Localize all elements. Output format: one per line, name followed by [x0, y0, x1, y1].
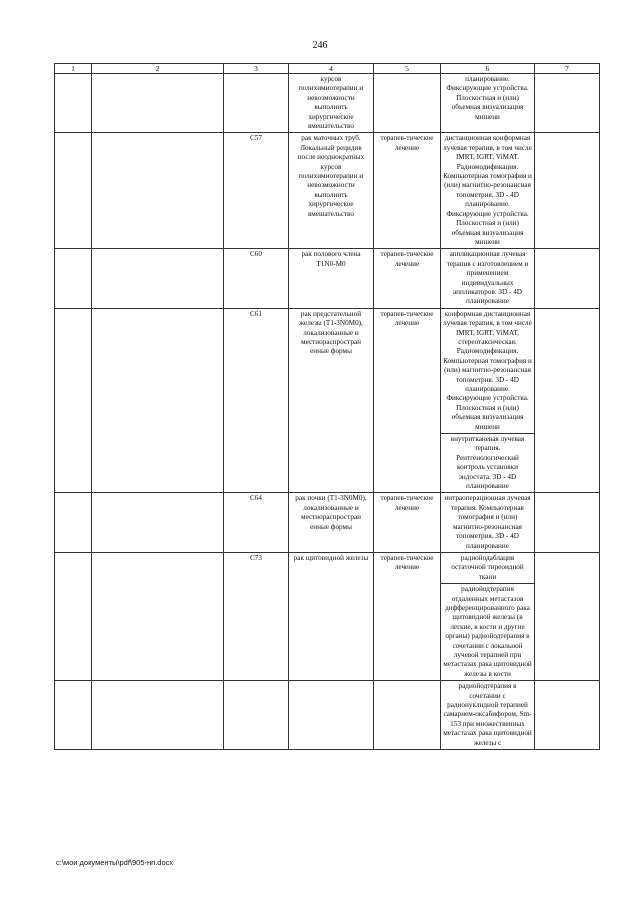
- column-header: 5: [374, 64, 441, 74]
- page-number: 246: [312, 40, 328, 51]
- method-cell: [441, 552, 535, 680]
- column-header: 4: [289, 64, 374, 74]
- method-cell: [441, 133, 535, 249]
- column-header: 3: [224, 64, 289, 74]
- method-text: планирование. Фиксирующие устройства. Плоскостная и (или) объемная визуализация мишени: [446, 75, 529, 121]
- diagnosis-cell: курсов полихимиотерапии и невозможности выполнить хирургическое вмешательство: [289, 74, 374, 133]
- code-cell: [224, 74, 289, 133]
- table-header-row: [55, 64, 600, 74]
- diagnosis-cell: рак полового члена T1N0-M0: [289, 249, 374, 308]
- table-row: [55, 308, 600, 493]
- index-cell: [55, 681, 92, 750]
- method-text: дистанционная конформная лучевая терапия, в том числе IMRT, IGRT, ViMAT. Радиомодификация. Компьютерная томография и (или) магнитно-резонансная топометрия. 3D - 4D планирование. Фиксирующие устройства. Плоскостная и (или) объемная визуализация мишени: [443, 134, 532, 246]
- treatment-type-cell: терапев-тическое лечение: [374, 493, 441, 552]
- table-row: [55, 552, 600, 680]
- method-text: радиойодтерапия отдаленных метастазов дифференцированного рака щитовидной железы (в легкие, в кости и другие органы) радиойодтерапия в сочетании с локальной лучевой терапией при метастазах рака щитовидной железы в кости: [441, 583, 534, 679]
- treatment-type-cell: терапев-тическое лечение: [374, 249, 441, 308]
- profile-cell: [92, 308, 224, 493]
- profile-cell: [92, 681, 224, 750]
- column-header: 6: [441, 64, 535, 74]
- table-body: [55, 64, 600, 750]
- norm-cell: [535, 681, 600, 750]
- table-row: [55, 493, 600, 552]
- code-cell: C61: [224, 308, 289, 493]
- norm-cell: [535, 493, 600, 552]
- index-cell: [55, 552, 92, 680]
- method-text: радиойодаблация остаточной тиреоидной ткани: [451, 553, 524, 581]
- code-cell: C73: [224, 552, 289, 680]
- method-text: внутритканевая лучевая терапия. Рентгенологический контроль установки эндостата. 3D - 4D планирование: [441, 433, 534, 491]
- method-text: радиойодтерапия в сочетании с радионуклидной терапией самарием-оксабифором, Sm-153 при множественных метастазах рака щитовидной железы с: [443, 682, 532, 747]
- norm-cell: [535, 249, 600, 308]
- profile-cell: [92, 133, 224, 249]
- profile-cell: [92, 552, 224, 680]
- treatment-table: [54, 63, 600, 750]
- column-header: 1: [55, 64, 92, 74]
- column-header: 2: [92, 64, 224, 74]
- diagnosis-cell: [289, 681, 374, 750]
- method-text: аппликационная лучевая терапия с изготовлением и применением индивидуальных аппликаторов. 3D - 4D планирование: [446, 250, 529, 306]
- method-text: конформная дистанционная лучевая терапия, в том числе IMRT, IGRT, ViMAT, стереотаксическая. Радиомодификация. Компьютерная томография и (или) магнитно-резонансная топометрия. 3D - 4D планирование. Фиксирующие устройства. Плоскостная и (или) объемная визуализация мишени: [443, 309, 532, 431]
- table-row: [55, 74, 600, 133]
- profile-cell: [92, 249, 224, 308]
- treatment-type-cell: [374, 681, 441, 750]
- method-cell: [441, 681, 535, 750]
- index-cell: [55, 308, 92, 493]
- treatment-type-cell: терапев-тическое лечение: [374, 133, 441, 249]
- norm-cell: [535, 552, 600, 680]
- treatment-type-cell: терапев-тическое лечение: [374, 552, 441, 680]
- norm-cell: [535, 133, 600, 249]
- index-cell: [55, 493, 92, 552]
- code-cell: [224, 681, 289, 750]
- table-row: [55, 249, 600, 308]
- treatment-type-cell: [374, 74, 441, 133]
- index-cell: [55, 249, 92, 308]
- norm-cell: [535, 74, 600, 133]
- profile-cell: [92, 493, 224, 552]
- code-cell: C57: [224, 133, 289, 249]
- code-cell: C64: [224, 493, 289, 552]
- diagnosis-cell: рак предстательной железы (T1-3N0M0), локализованные и местнораспростран енные формы: [289, 308, 374, 493]
- method-text: интраоперационная лучевая терапия. Компьютерная томография и (или) магнитно-резонансная топометрия. 3D - 4D планирование: [444, 494, 531, 550]
- method-cell: [441, 74, 535, 133]
- index-cell: [55, 74, 92, 133]
- diagnosis-cell: рак почки (T1-3N0M0), локализованные и местнораспростран енные формы: [289, 493, 374, 552]
- profile-cell: [92, 74, 224, 133]
- diagnosis-cell: рак маточных труб. Локальный рецидив после неоднократных курсов полихимиотерапии и невозможности выполнить хирургическое вмешательство: [289, 133, 374, 249]
- table-row: [55, 681, 600, 750]
- code-cell: C60: [224, 249, 289, 308]
- treatment-type-cell: терапев-тическое лечение: [374, 308, 441, 493]
- method-cell: [441, 308, 535, 493]
- file-path-footer: c:\мои документы\pdf\905-нп.docx: [56, 858, 174, 867]
- method-cell: [441, 249, 535, 308]
- table-row: [55, 133, 600, 249]
- index-cell: [55, 133, 92, 249]
- diagnosis-cell: рак щитовидной железы: [289, 552, 374, 680]
- norm-cell: [535, 308, 600, 493]
- column-header: 7: [535, 64, 600, 74]
- method-cell: [441, 493, 535, 552]
